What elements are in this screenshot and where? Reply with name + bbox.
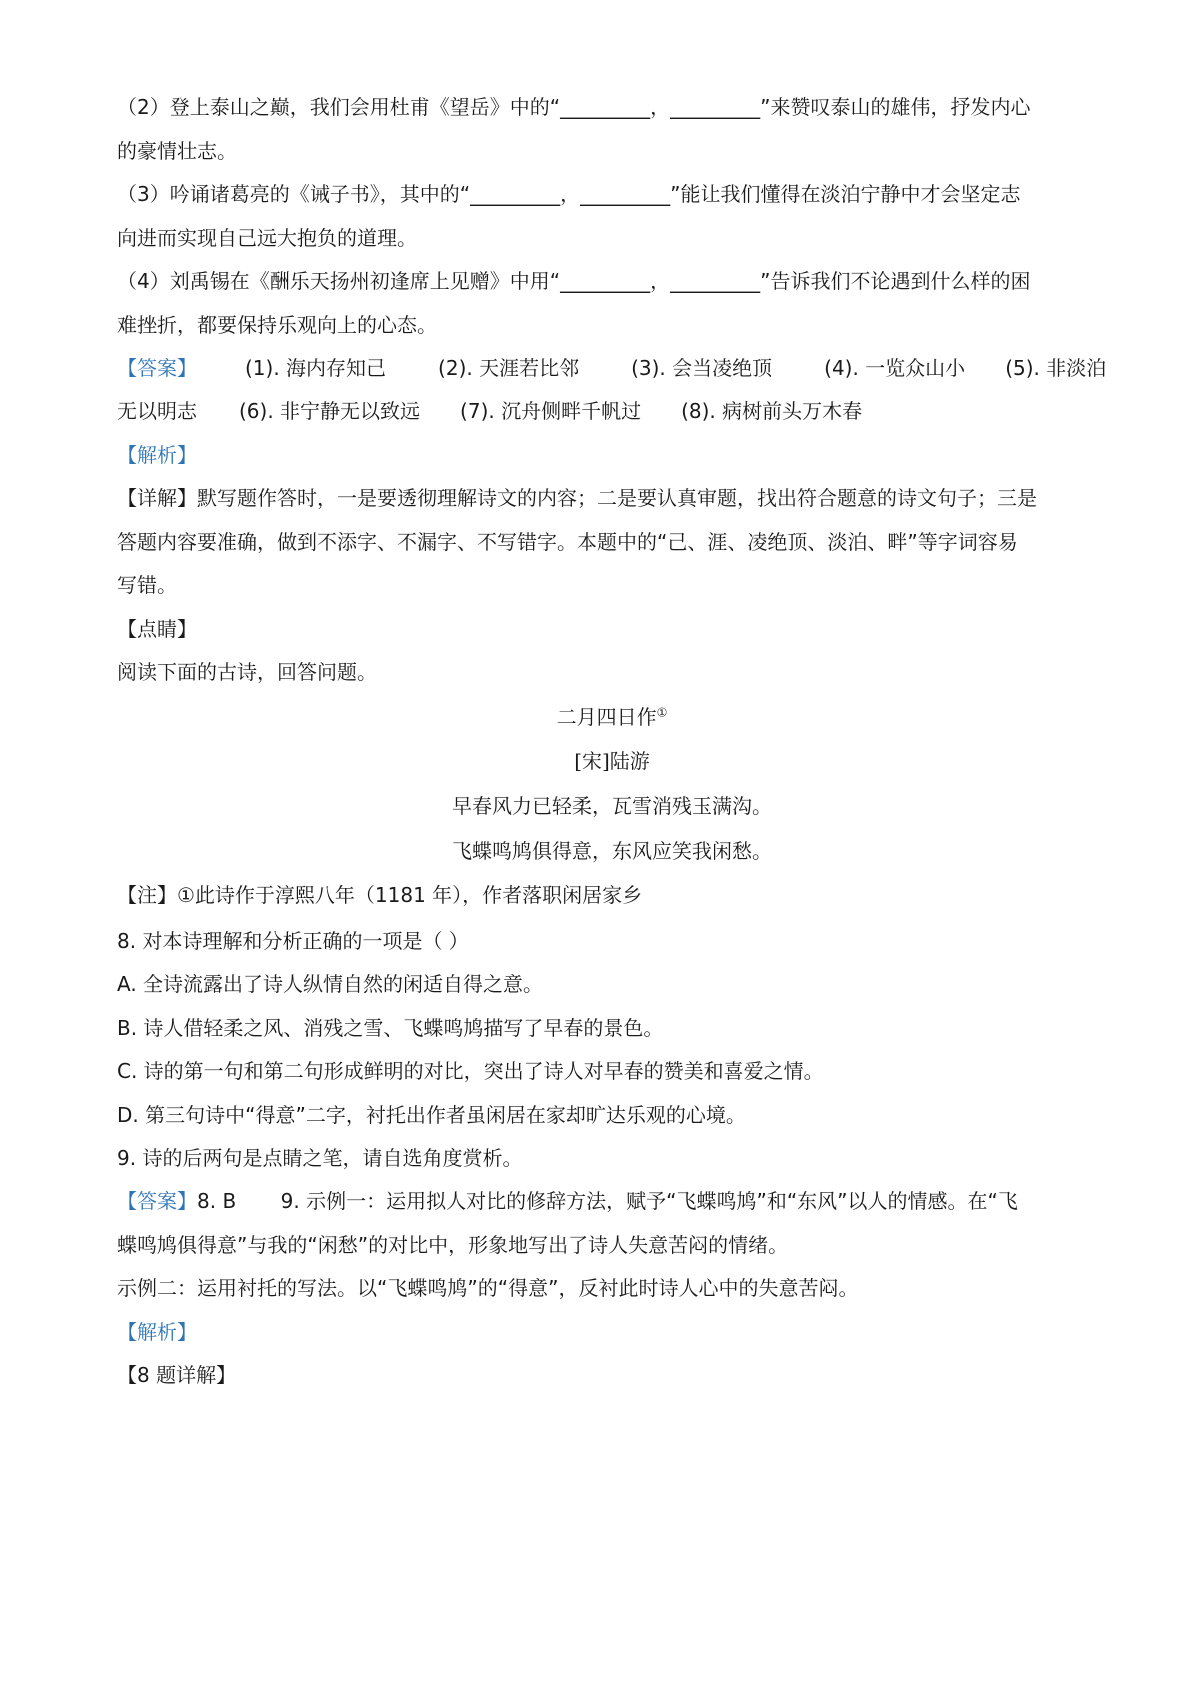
question-8-option-d: D. 第三句诗中“得意”二字，衬托出作者虽闲居在家却旷达乐观的心境。 bbox=[117, 1103, 746, 1127]
answer-item-7: (7). 沉舟侧畔千帆过 bbox=[460, 399, 642, 423]
answer-item-5-part-1: (5). 非淡泊 bbox=[1005, 356, 1107, 380]
detail-1-line-1: 【详解】默写题作答时，一是要透彻理解诗文的内容；二是要认真审题，找出符合题意的诗文句子；三是 bbox=[117, 486, 1037, 510]
detail-1-line-2: 答题内容要准确，做到不添字、不漏字、不写错字。本题中的“己、涯、凌绝顶、淡泊、畔”等字词容易 bbox=[117, 530, 1018, 554]
question-4-line-1: （4）刘禹锡在《酬乐天扬州初逢席上见赠》中用“_________，_________”告诉我们不论遇到什么样的困 bbox=[117, 269, 1031, 293]
answer-1-line-2 bbox=[117, 396, 1107, 426]
answer-item-1: (1). 海内存知己 bbox=[245, 356, 387, 380]
answer-2-line-2: 蝶鸣鸠俱得意”与我的“闲愁”的对比中，形象地写出了诗人失意苦闷的情绪。 bbox=[117, 1233, 789, 1257]
poem-title-text: 二月四日作 bbox=[556, 705, 657, 729]
answer-item-5-part-2: 无以明志 bbox=[117, 399, 197, 423]
answer-tag-2: 【答案】 bbox=[117, 1189, 197, 1213]
question-8-stem: 8. 对本诗理解和分析正确的一项是（ ） bbox=[117, 929, 469, 953]
question-3-line-1: （3）吟诵诸葛亮的《诫子书》，其中的“_________，_________”能让我们懂得在淡泊宁静中才会坚定志 bbox=[117, 182, 1021, 206]
question-8-option-c: C. 诗的第一句和第二句形成鲜明的对比，突出了诗人对早春的赞美和喜爱之情。 bbox=[117, 1059, 824, 1083]
answer-item-4: (4). 一览众山小 bbox=[824, 356, 966, 380]
answer-tag: 【答案】 bbox=[117, 356, 197, 380]
answer-item-8: (8). 病树前头万木春 bbox=[681, 399, 863, 423]
question-4-line-2: 难挫折，都要保持乐观向上的心态。 bbox=[117, 313, 437, 337]
poem-title bbox=[117, 702, 1107, 732]
question-8-option-b: B. 诗人借轻柔之风、消残之雪、飞蝶鸣鸠描写了早春的景色。 bbox=[117, 1016, 664, 1040]
poem-line-1: 早春风力已轻柔，瓦雪消残玉满沟。 bbox=[452, 794, 772, 818]
dianjing-heading: 【点睛】 bbox=[117, 617, 197, 641]
answer-item-2: (2). 天涯若比邻 bbox=[438, 356, 580, 380]
reading-intro: 阅读下面的古诗，回答问题。 bbox=[117, 660, 377, 684]
answer-1-line-1 bbox=[117, 353, 1107, 383]
detail-8-heading: 【8 题详解】 bbox=[117, 1363, 237, 1387]
poem-title-footnote-mark: ① bbox=[656, 705, 668, 720]
question-2-line-2: 的豪情壮志。 bbox=[117, 139, 237, 163]
detail-1-line-3: 写错。 bbox=[117, 573, 177, 597]
answer-item-3: (3). 会当凌绝顶 bbox=[631, 356, 773, 380]
analysis-tag-2: 【解析】 bbox=[117, 1320, 197, 1344]
poem-line-2: 飞蝶鸣鸠俱得意，东风应笑我闲愁。 bbox=[452, 839, 772, 863]
question-9-stem: 9. 诗的后两句是点睛之笔，请自选角度赏析。 bbox=[117, 1146, 523, 1170]
question-3-line-2: 向进而实现自己远大抱负的道理。 bbox=[117, 226, 417, 250]
analysis-tag-1: 【解析】 bbox=[117, 443, 197, 467]
question-8-option-a: A. 全诗流露出了诗人纵情自然的闲适自得之意。 bbox=[117, 972, 544, 996]
poem-note: 【注】①此诗作于淳熙八年（1181 年），作者落职闲居家乡 bbox=[117, 883, 643, 907]
answer-2-line-1 bbox=[117, 1186, 1107, 1216]
answer-2-line-3: 示例二：运用衬托的写法。以“飞蝶鸣鸠”的“得意”，反衬此时诗人心中的失意苦闷。 bbox=[117, 1276, 859, 1300]
poem-author: [宋]陆游 bbox=[574, 749, 650, 773]
answer-item-6: (6). 非宁静无以致远 bbox=[239, 399, 421, 423]
answer-2-text: 8. B 9. 示例一：运用拟人对比的修辞方法，赋予“飞蝶鸣鸠”和“东风”以人的情感。在“飞 bbox=[197, 1189, 1018, 1213]
question-2-line-1: （2）登上泰山之巅，我们会用杜甫《望岳》中的“_________，_________”来赞叹泰山的雄伟，抒发内心 bbox=[117, 95, 1031, 119]
